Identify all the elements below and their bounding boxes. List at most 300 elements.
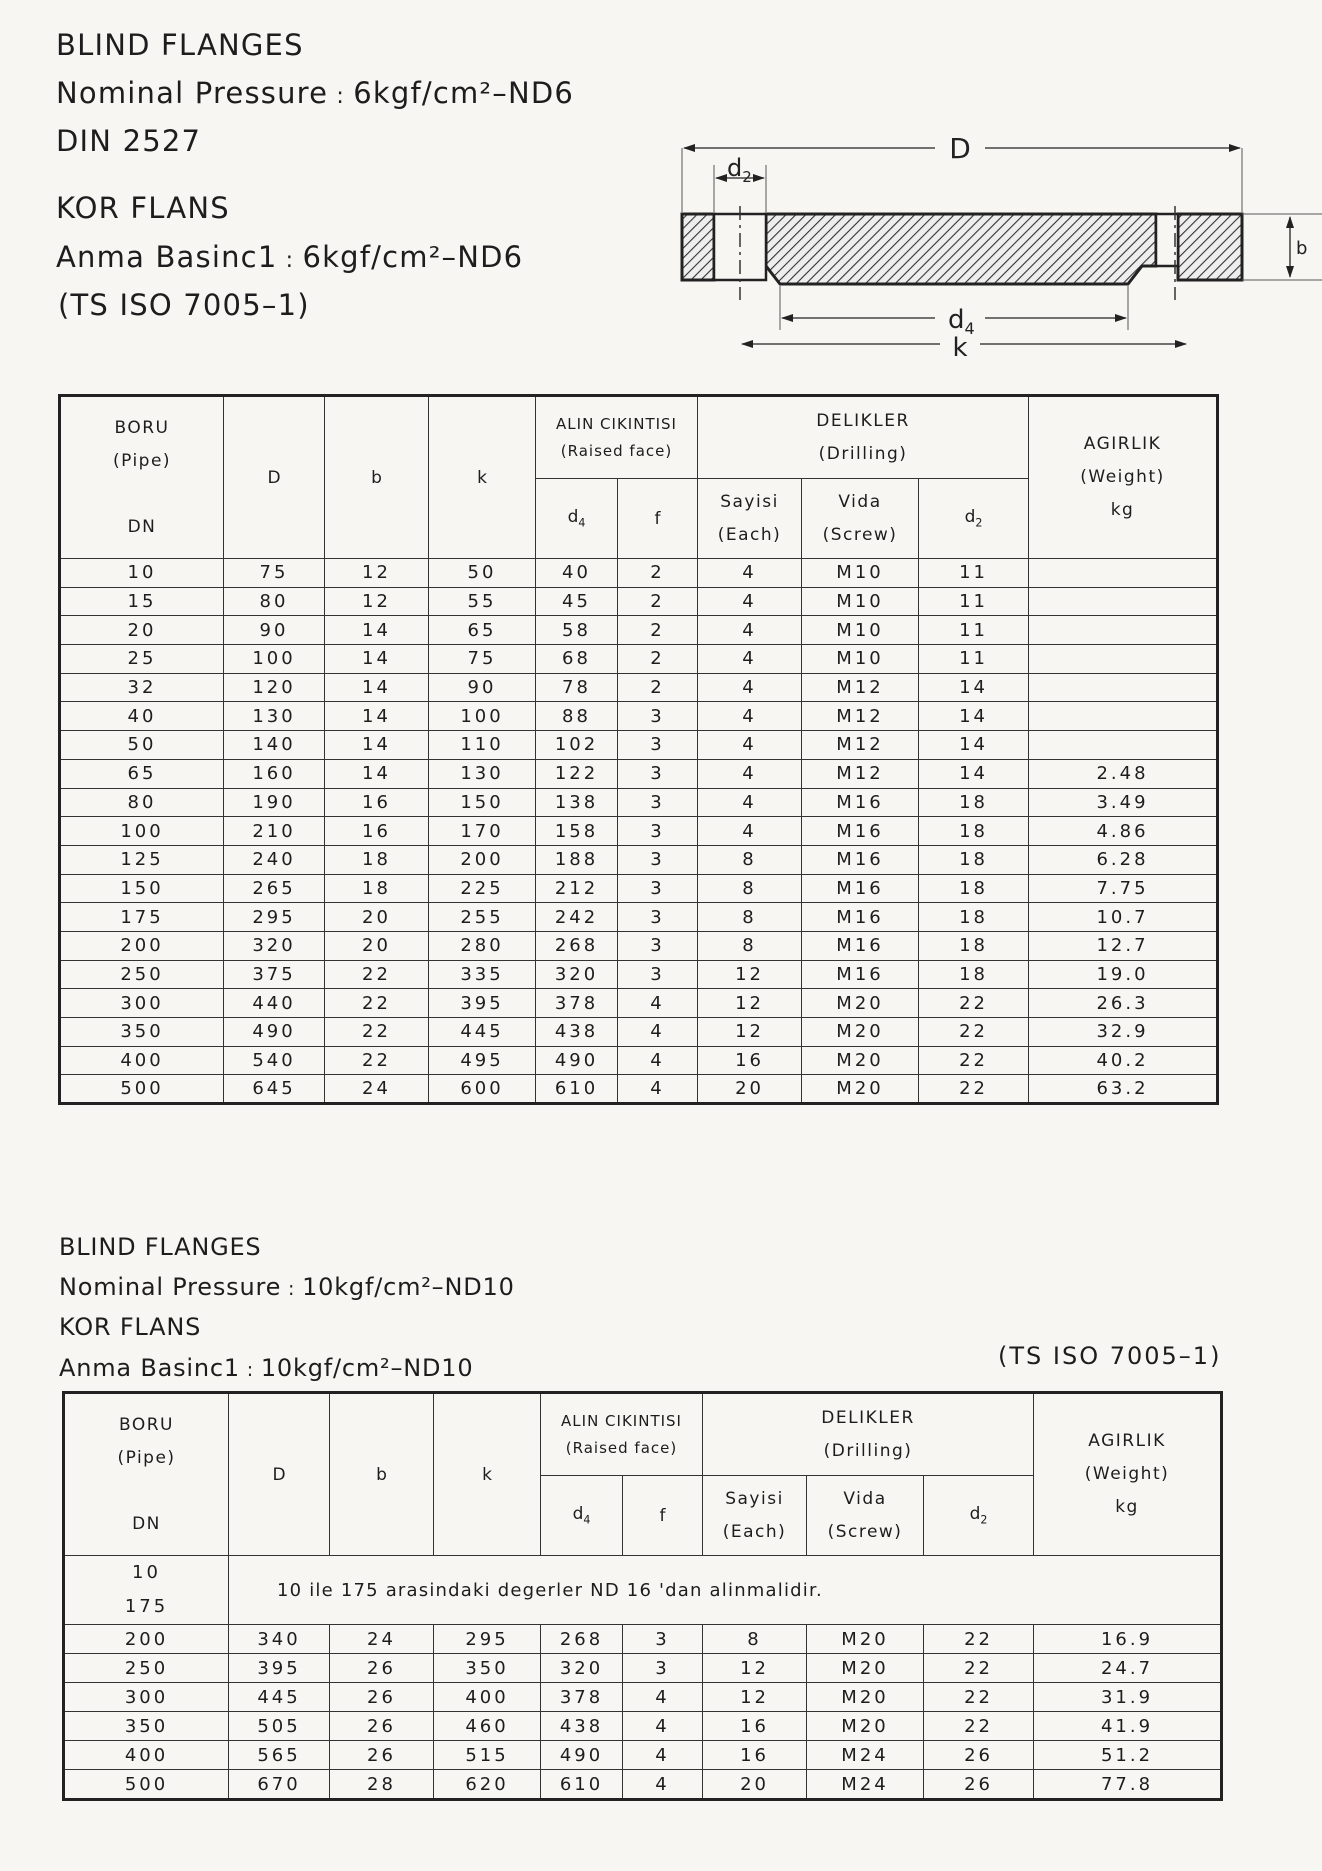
cell-b: 22 — [325, 1046, 429, 1075]
cell-D: 130 — [224, 702, 325, 731]
col-f-header: f — [623, 1476, 703, 1556]
col-each-header: Sayisi (Each) — [703, 1476, 807, 1556]
cell-k: 100 — [429, 702, 536, 731]
cell-D: 505 — [229, 1712, 330, 1741]
cell-screw: M12 — [802, 673, 919, 702]
cell-f: 3 — [618, 731, 698, 760]
cell-each: 16 — [703, 1712, 807, 1741]
section1-standard: DIN 2527 — [56, 124, 202, 158]
cell-dn: 400 — [64, 1741, 229, 1770]
cell-k: 225 — [429, 874, 536, 903]
cell-d4: 78 — [536, 673, 618, 702]
section1-tr-standard: (TS ISO 7005–1) — [58, 288, 310, 322]
cell-screw: M20 — [802, 989, 919, 1018]
cell-d4: 212 — [536, 874, 618, 903]
table-row — [60, 1046, 1218, 1075]
flange-table-nd10 — [62, 1391, 1223, 1801]
cell-d2: 18 — [919, 874, 1029, 903]
cell-each: 8 — [698, 874, 802, 903]
cell-b: 14 — [325, 673, 429, 702]
cell-dn: 40 — [60, 702, 224, 731]
cell-k: 90 — [429, 673, 536, 702]
cell-b: 18 — [325, 874, 429, 903]
cell-weight: 26.3 — [1029, 989, 1218, 1018]
cell-screw: M20 — [802, 1018, 919, 1047]
cell-f: 4 — [618, 1075, 698, 1104]
cell-d4: 378 — [536, 989, 618, 1018]
cell-f: 2 — [618, 645, 698, 674]
col-d4-header: $d_4$ — [541, 1476, 623, 1556]
cell-screw: M12 — [802, 702, 919, 731]
cell-each: 20 — [703, 1770, 807, 1799]
cell-each: 4 — [698, 702, 802, 731]
cell-d2: 18 — [919, 903, 1029, 932]
cell-b: 26 — [330, 1741, 434, 1770]
cell-f: 3 — [618, 702, 698, 731]
cell-k: 600 — [429, 1075, 536, 1104]
cell-weight: 31.9 — [1034, 1683, 1222, 1712]
cell-D: 445 — [229, 1683, 330, 1712]
cell-dn: 200 — [64, 1625, 229, 1654]
cell-D: 645 — [224, 1075, 325, 1104]
cell-d2: 26 — [924, 1741, 1034, 1770]
cell-d2: 22 — [919, 1075, 1029, 1104]
cell-weight: 2.48 — [1029, 759, 1218, 788]
section1-pressure: Nominal Pressure : 6kgf/cm²–ND6 — [56, 76, 575, 110]
cell-d2: 22 — [919, 1046, 1029, 1075]
cell-dn: 80 — [60, 788, 224, 817]
cell-screw: M20 — [807, 1654, 924, 1683]
cell-b: 18 — [325, 845, 429, 874]
cell-f: 2 — [618, 587, 698, 616]
cell-b: 24 — [325, 1075, 429, 1104]
cell-f: 4 — [623, 1712, 703, 1741]
cell-screw: M12 — [802, 759, 919, 788]
cell-k: 515 — [434, 1741, 541, 1770]
cell-weight: 32.9 — [1029, 1018, 1218, 1047]
cell-k: 620 — [434, 1770, 541, 1799]
cell-d4: 610 — [536, 1075, 618, 1104]
cell-dn: 500 — [64, 1770, 229, 1799]
cell-b: 14 — [325, 702, 429, 731]
cell-b: 14 — [325, 616, 429, 645]
cell-k: 460 — [434, 1712, 541, 1741]
col-each-header: Sayisi (Each) — [698, 479, 802, 559]
cell-weight: 10.7 — [1029, 903, 1218, 932]
cell-D: 375 — [224, 960, 325, 989]
cell-dn: 20 — [60, 616, 224, 645]
cell-each: 16 — [698, 1046, 802, 1075]
table-row — [60, 1018, 1218, 1047]
dim-d2-label: $d_2$ — [727, 154, 752, 186]
cell-dn: 200 — [60, 931, 224, 960]
cell-screw: M20 — [802, 1075, 919, 1104]
cell-f: 3 — [618, 817, 698, 846]
col-k-header: k — [429, 396, 536, 559]
cell-each: 12 — [703, 1683, 807, 1712]
cell-D: 240 — [224, 845, 325, 874]
cell-b: 14 — [325, 759, 429, 788]
dn-range-cell: 10 175 — [64, 1556, 229, 1625]
cell-d4: 242 — [536, 903, 618, 932]
cell-dn: 65 — [60, 759, 224, 788]
cell-f: 4 — [623, 1741, 703, 1770]
cell-f: 3 — [618, 960, 698, 989]
cell-d2: 18 — [919, 931, 1029, 960]
cell-D: 265 — [224, 874, 325, 903]
cell-d4: 158 — [536, 817, 618, 846]
cell-each: 4 — [698, 817, 802, 846]
cell-f: 2 — [618, 673, 698, 702]
cell-b: 26 — [330, 1654, 434, 1683]
table-row — [60, 960, 1218, 989]
dim-b-label: b — [1296, 238, 1308, 259]
cell-D: 90 — [224, 616, 325, 645]
cell-b: 26 — [330, 1683, 434, 1712]
cell-screw: M16 — [802, 817, 919, 846]
cell-f: 4 — [623, 1770, 703, 1799]
col-d2-header: $d_2$ — [924, 1476, 1034, 1556]
cell-weight: 7.75 — [1029, 874, 1218, 903]
raised-face-header: ALIN CIKINTISI (Raised face) — [541, 1393, 703, 1476]
cell-dn: 175 — [60, 903, 224, 932]
col-D-header: D — [229, 1393, 330, 1556]
cell-weight: 16.9 — [1034, 1625, 1222, 1654]
cell-d2: 18 — [919, 788, 1029, 817]
cell-d4: 45 — [536, 587, 618, 616]
cell-d4: 268 — [541, 1625, 623, 1654]
cell-d4: 438 — [541, 1712, 623, 1741]
cell-dn: 10 — [60, 559, 224, 588]
cell-screw: M24 — [807, 1770, 924, 1799]
cell-screw: M20 — [802, 1046, 919, 1075]
cell-k: 130 — [429, 759, 536, 788]
section1-title: BLIND FLANGES — [56, 28, 304, 62]
cell-dn: 500 — [60, 1075, 224, 1104]
cell-f: 4 — [618, 1018, 698, 1047]
cell-f: 2 — [618, 616, 698, 645]
table-row — [60, 989, 1218, 1018]
cell-k: 50 — [429, 559, 536, 588]
cell-d4: 438 — [536, 1018, 618, 1047]
section2-tr-title: KOR FLANS — [59, 1313, 202, 1341]
flange-section — [682, 206, 1242, 300]
cell-d2: 22 — [919, 1018, 1029, 1047]
cell-b: 28 — [330, 1770, 434, 1799]
col-f-header: f — [618, 479, 698, 559]
section2-pressure: Nominal Pressure : 10kgf/cm²–ND10 — [59, 1273, 515, 1301]
cell-b: 24 — [330, 1625, 434, 1654]
table-row — [60, 845, 1218, 874]
cell-dn: 250 — [60, 960, 224, 989]
cell-weight: 63.2 — [1029, 1075, 1218, 1104]
cell-b: 26 — [330, 1712, 434, 1741]
cell-d4: 122 — [536, 759, 618, 788]
cell-f: 4 — [618, 1046, 698, 1075]
cell-weight — [1029, 645, 1218, 674]
note-cell: 10 ile 175 arasindaki degerler ND 16 'dan alinmalidir. — [229, 1556, 1222, 1625]
cell-d2: 22 — [924, 1683, 1034, 1712]
cell-screw: M10 — [802, 559, 919, 588]
cell-weight: 3.49 — [1029, 788, 1218, 817]
cell-dn: 300 — [64, 1683, 229, 1712]
table-row — [64, 1770, 1222, 1799]
cell-screw: M16 — [802, 931, 919, 960]
cell-D: 540 — [224, 1046, 325, 1075]
cell-f: 3 — [623, 1654, 703, 1683]
cell-screw: M10 — [802, 645, 919, 674]
weight-header: AGIRLIK (Weight) kg — [1029, 396, 1218, 559]
cell-D: 440 — [224, 989, 325, 1018]
cell-dn: 300 — [60, 989, 224, 1018]
cell-weight — [1029, 559, 1218, 588]
cell-k: 295 — [434, 1625, 541, 1654]
cell-d2: 22 — [924, 1712, 1034, 1741]
raised-face-header: ALIN CIKINTISI (Raised face) — [536, 396, 698, 479]
section1-tr-pressure: Anma Basinc1 : 6kgf/cm²–ND6 — [56, 240, 524, 274]
table-row — [60, 702, 1218, 731]
cell-each: 12 — [698, 960, 802, 989]
pipe-header: BORU (Pipe) DN — [64, 1393, 229, 1556]
cell-k: 65 — [429, 616, 536, 645]
cell-D: 395 — [229, 1654, 330, 1683]
section2-tr-pressure: Anma Basinc1 : 10kgf/cm²–ND10 — [59, 1354, 474, 1382]
cell-screw: M16 — [802, 903, 919, 932]
col-k-header: k — [434, 1393, 541, 1556]
cell-D: 100 — [224, 645, 325, 674]
cell-screw: M12 — [802, 731, 919, 760]
cell-d2: 11 — [919, 645, 1029, 674]
dim-k-label: k — [952, 333, 968, 363]
drilling-header: DELIKLER (Drilling) — [703, 1393, 1034, 1476]
cell-b: 12 — [325, 587, 429, 616]
cell-d4: 40 — [536, 559, 618, 588]
weight-header: AGIRLIK (Weight) kg — [1034, 1393, 1222, 1556]
table-row — [60, 931, 1218, 960]
cell-D: 295 — [224, 903, 325, 932]
cell-screw: M16 — [802, 960, 919, 989]
cell-weight: 40.2 — [1029, 1046, 1218, 1075]
table-row — [60, 817, 1218, 846]
table1-body — [60, 559, 1218, 1104]
cell-d2: 18 — [919, 817, 1029, 846]
cell-d4: 268 — [536, 931, 618, 960]
cell-D: 340 — [229, 1625, 330, 1654]
cell-d2: 14 — [919, 731, 1029, 760]
cell-d2: 14 — [919, 702, 1029, 731]
col-screw-header: Vida (Screw) — [802, 479, 919, 559]
cell-k: 495 — [429, 1046, 536, 1075]
cell-dn: 350 — [64, 1712, 229, 1741]
col-b-header: b — [330, 1393, 434, 1556]
cell-d2: 22 — [919, 989, 1029, 1018]
cell-b: 20 — [325, 931, 429, 960]
cell-screw: M20 — [807, 1625, 924, 1654]
cell-dn: 350 — [60, 1018, 224, 1047]
cell-each: 4 — [698, 587, 802, 616]
table-row-note — [64, 1556, 1222, 1625]
cell-d4: 320 — [541, 1654, 623, 1683]
cell-k: 170 — [429, 817, 536, 846]
cell-screw: M10 — [802, 587, 919, 616]
table2-body — [64, 1556, 1222, 1800]
cell-each: 4 — [698, 759, 802, 788]
cell-D: 120 — [224, 673, 325, 702]
cell-weight: 4.86 — [1029, 817, 1218, 846]
cell-dn: 100 — [60, 817, 224, 846]
cell-D: 210 — [224, 817, 325, 846]
cell-k: 280 — [429, 931, 536, 960]
cell-screw: M10 — [802, 616, 919, 645]
cell-d4: 188 — [536, 845, 618, 874]
cell-b: 14 — [325, 731, 429, 760]
cell-each: 12 — [698, 989, 802, 1018]
cell-d4: 58 — [536, 616, 618, 645]
cell-f: 3 — [623, 1625, 703, 1654]
cell-d2: 18 — [919, 845, 1029, 874]
cell-D: 140 — [224, 731, 325, 760]
cell-each: 20 — [698, 1075, 802, 1104]
cell-each: 4 — [698, 788, 802, 817]
cell-each: 4 — [698, 731, 802, 760]
cell-each: 16 — [703, 1741, 807, 1770]
cell-screw: M20 — [807, 1712, 924, 1741]
col-d4-header: $d_4$ — [536, 479, 618, 559]
cell-D: 670 — [229, 1770, 330, 1799]
cell-dn: 125 — [60, 845, 224, 874]
table-row — [60, 903, 1218, 932]
cell-f: 3 — [618, 788, 698, 817]
cell-D: 320 — [224, 931, 325, 960]
cell-D: 75 — [224, 559, 325, 588]
cell-k: 75 — [429, 645, 536, 674]
cell-d2: 22 — [924, 1654, 1034, 1683]
col-D-header: D — [224, 396, 325, 559]
pipe-header: BORU (Pipe) DN — [60, 396, 224, 559]
cell-screw: M16 — [802, 874, 919, 903]
cell-f: 4 — [618, 989, 698, 1018]
cell-weight: 77.8 — [1034, 1770, 1222, 1799]
cell-k: 200 — [429, 845, 536, 874]
cell-k: 445 — [429, 1018, 536, 1047]
cell-f: 4 — [623, 1683, 703, 1712]
cell-d4: 102 — [536, 731, 618, 760]
cell-d2: 18 — [919, 960, 1029, 989]
cell-k: 335 — [429, 960, 536, 989]
section2-tr-standard: (TS ISO 7005–1) — [998, 1342, 1222, 1370]
cell-D: 565 — [229, 1741, 330, 1770]
cell-dn: 50 — [60, 731, 224, 760]
cell-d4: 88 — [536, 702, 618, 731]
cell-dn: 25 — [60, 645, 224, 674]
cell-dn: 32 — [60, 673, 224, 702]
cell-D: 160 — [224, 759, 325, 788]
cell-k: 255 — [429, 903, 536, 932]
cell-each: 12 — [698, 1018, 802, 1047]
drilling-header: DELIKLER (Drilling) — [698, 396, 1029, 479]
cell-weight: 6.28 — [1029, 845, 1218, 874]
cell-weight — [1029, 731, 1218, 760]
table-row — [60, 788, 1218, 817]
cell-screw: M16 — [802, 845, 919, 874]
cell-f: 3 — [618, 903, 698, 932]
cell-d2: 14 — [919, 673, 1029, 702]
cell-b: 14 — [325, 645, 429, 674]
table-row — [60, 673, 1218, 702]
cell-d2: 11 — [919, 587, 1029, 616]
cell-d4: 490 — [541, 1741, 623, 1770]
cell-d2: 11 — [919, 559, 1029, 588]
cell-weight: 41.9 — [1034, 1712, 1222, 1741]
cell-d2: 14 — [919, 759, 1029, 788]
cell-b: 20 — [325, 903, 429, 932]
cell-f: 2 — [618, 559, 698, 588]
dim-D-label: D — [949, 132, 971, 165]
cell-b: 16 — [325, 788, 429, 817]
cell-k: 150 — [429, 788, 536, 817]
cell-d4: 138 — [536, 788, 618, 817]
cell-weight: 51.2 — [1034, 1741, 1222, 1770]
cell-each: 4 — [698, 645, 802, 674]
table-row — [60, 645, 1218, 674]
cell-D: 190 — [224, 788, 325, 817]
cell-b: 22 — [325, 989, 429, 1018]
col-screw-header: Vida (Screw) — [807, 1476, 924, 1556]
table-row — [60, 874, 1218, 903]
cell-each: 8 — [698, 845, 802, 874]
cell-dn: 15 — [60, 587, 224, 616]
cell-d4: 490 — [536, 1046, 618, 1075]
table-row — [64, 1712, 1222, 1741]
cell-dn: 400 — [60, 1046, 224, 1075]
col-b-header: b — [325, 396, 429, 559]
cell-k: 395 — [429, 989, 536, 1018]
cell-each: 12 — [703, 1654, 807, 1683]
cell-d2: 11 — [919, 616, 1029, 645]
cell-k: 110 — [429, 731, 536, 760]
flange-diagram — [670, 130, 1322, 370]
cell-k: 55 — [429, 587, 536, 616]
cell-D: 80 — [224, 587, 325, 616]
cell-screw: M16 — [802, 788, 919, 817]
cell-d4: 378 — [541, 1683, 623, 1712]
cell-weight — [1029, 616, 1218, 645]
col-d2-header: $d_2$ — [919, 479, 1029, 559]
cell-k: 350 — [434, 1654, 541, 1683]
cell-b: 22 — [325, 960, 429, 989]
table-row — [60, 731, 1218, 760]
dim-d4-label: $d_4$ — [948, 305, 975, 338]
cell-D: 490 — [224, 1018, 325, 1047]
flange-table-nd6 — [58, 394, 1219, 1105]
cell-b: 12 — [325, 559, 429, 588]
cell-k: 400 — [434, 1683, 541, 1712]
cell-f: 3 — [618, 874, 698, 903]
section1-tr-title: KOR FLANS — [56, 191, 230, 225]
table-row — [60, 559, 1218, 588]
cell-each: 8 — [698, 931, 802, 960]
cell-d2: 26 — [924, 1770, 1034, 1799]
cell-each: 4 — [698, 673, 802, 702]
cell-dn: 250 — [64, 1654, 229, 1683]
cell-weight: 24.7 — [1034, 1654, 1222, 1683]
cell-dn: 150 — [60, 874, 224, 903]
table-row — [60, 1075, 1218, 1104]
table-row — [60, 587, 1218, 616]
cell-weight — [1029, 702, 1218, 731]
cell-weight: 19.0 — [1029, 960, 1218, 989]
table-row — [64, 1741, 1222, 1770]
